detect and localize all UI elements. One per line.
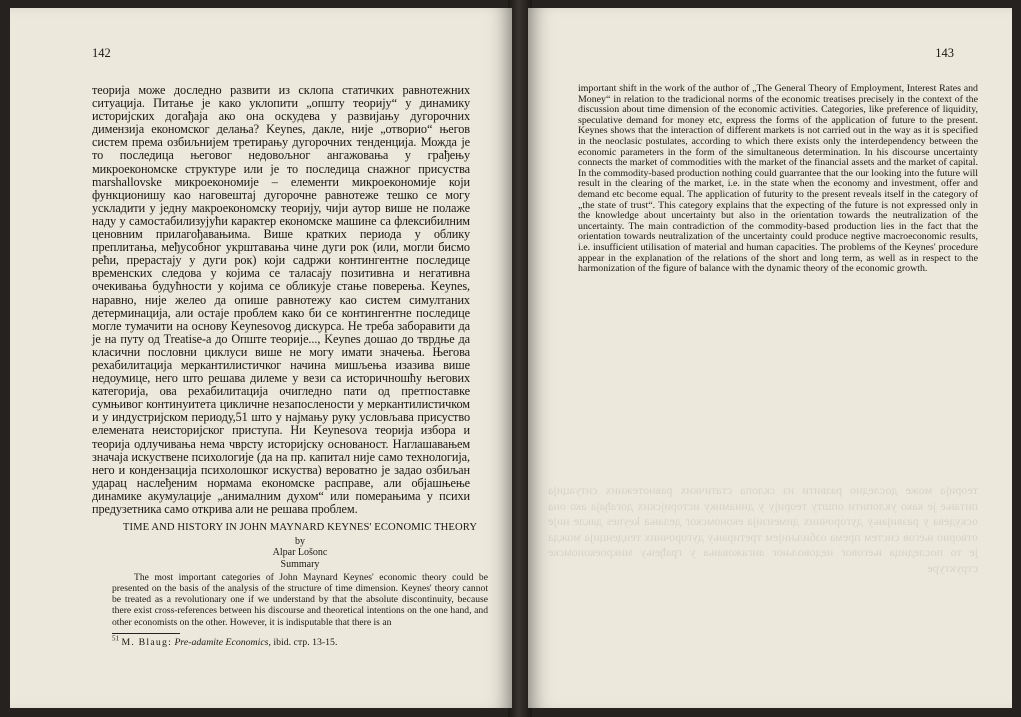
page-number: 143 — [935, 46, 954, 60]
page-number: 142 — [92, 46, 111, 60]
footnote — [112, 634, 488, 649]
bleed-through-text: теорија може доследно развити из склопа статичких равнотежних ситуација питање је како уклопити општу теорију у динамику историјских догађаја ако она оскудева у развијању дугорочних димензија економског делања keynes дакле није отворио његов систем према озбиљнијем третирању дугорочних тенденција можда је то последица његовог недовољног ангажовања у грађењу микроекономске структуре — [548, 483, 978, 575]
footnote-number: 51 — [112, 634, 119, 643]
footnote-rest: ibid. стр. 13-15. — [273, 636, 338, 648]
summary-author: Alpar Lošonc — [272, 547, 328, 559]
summary-heading: Summary — [280, 558, 320, 570]
footnote-author: M. Blaug: — [121, 636, 172, 648]
footnote-rule — [112, 633, 180, 634]
summary-text: The most important categories of John Maynard Keynes' economic theory could be presented on the basis of the analysis of the structure of time dimension. Keynes' theory cannot be treated as a revolutionary one if we understand by that the absolute discontinuity, because there exist cross-references between his discourse and theoretical intentions on the one hand, and other economists on the other. However, it is indisputable that there is an — [112, 571, 488, 628]
summary-by: by — [295, 536, 305, 548]
left-page — [10, 8, 512, 708]
summary-continuation: important shift in the work of the author of „The General Theory of Employment, Interest Rates and Money“ in relation to the tradicional norms of the economic treatises precisely in the context of the discussion about time dimension of the economic activities. Categories, like preference of liquidity, speculative demand for money etc, express the forms of the application of future to the present. Keynes shows that the interaction of different markets is not carried out in the way as it is specified in the neoclasic postulates, according to which there exists only the interdependency between the economic parameters in the form of the simultaneous determination. In his discourse uncertainty connects the market of commodities with the market of the financial assets and the market of capital. In the commodity-based production nothing could guarrantee that the our looking into the future will result in the clearing of the market, i.e. in the state when the economy and investment, offer and demand etc become equal. The application of futurity to the present reveals itself in the category of „the state of trust“. This category explains that the expecting of the future is not expressed only in the knowledge about uncertainty but also in the orientation towards the neutralization of the uncertainty. The main contradiction of the commodity-based production lies in the fact that the orientation towards neutralization of the uncertainty could produce negtive macroeconomic results, i.e. insufficient utilisation of material and human capacities. The problems of the Keynes' procedure appear in the explanation of the relations of the short and long term, as well as in respect to the harmonization of the figure of balance with the dynamic theory of the economic growth. — [578, 83, 978, 275]
summary-title: TIME AND HISTORY IN JOHN MAYNARD KEYNES' ECONOMIC THEORY — [122, 522, 478, 533]
right-page — [528, 8, 1012, 708]
footnote-title: Pre-adamite Economics, — [174, 636, 271, 648]
english-summary — [112, 522, 488, 649]
body-paragraph: теорија може доследно развити из склопа статичких равнотежних ситуација. Питање је како уклопити „општу теорију“ у динамику историјских догађаја ако она оскудева у развијању дугорочних димензија економског делања? Keynes, дакле, није „отворио“ његов систем према озбиљнијем третирању дугорочних тенденција. Можда је то последица његовог недовољног ангажовања у грађењу микроекономске структуре или је то последица снажног присуства marshallovske микроекономије – елементи микроекономије који функционишу као наговештај дугорочне равнотеже тешко се могу усклaдити у једну макроекономску теорију, чији аутор више не полаже наду у самостабилизујући карактер економске машине са флексибилним ценовним прилагођавањима. Више кратких периода у облику преплитања, међусобног укрштавања чине дуги рок (или, могли бисмо рећи, прерастају у дуги рок) који садржи контингентне последице временских следова у којима се таласају позитивна и негативна очекивања будућности у којима се обликује стање поверења. Keynes, наравно, није желео да опише равнотежу као систем симултаних детерминација, али остаје проблем како би се контингентне последице могле тумачити на основу Keynesovog дискурса. Не треба заборавити да је на путу од Treatise-a до Општe теорије..., Keynes дошао до тврдње да класични пословни циклуси више не могу имати значења. Његова рехабилитација меркантилистичког начина мишљења изазива више недоумице, него што решава дилеме у вези са историчношћу његових категорија, ова рехабилитација очигледно пати од претпоставке сумњивог континуитета цикличне незапослености у меркантилистичком и у индустријском периоду,51 што у најмању руку условљава присуство елемената неисторијског приступа. Ни Keynesova теорија избора и теорија одлучивања нема чврсту историјску основаност. Наглашавањем значаја искуствене психологије (да на пр. капитал није само технологија, него и кондензација психолошког искуства) вероватно је задао озбиљан ударац наслеђеним нормама економске расправе, али објашњење динамике акумулације „анималним духом“ или померањима у психи предузетника само открива али не решава проблем. — [92, 83, 470, 516]
